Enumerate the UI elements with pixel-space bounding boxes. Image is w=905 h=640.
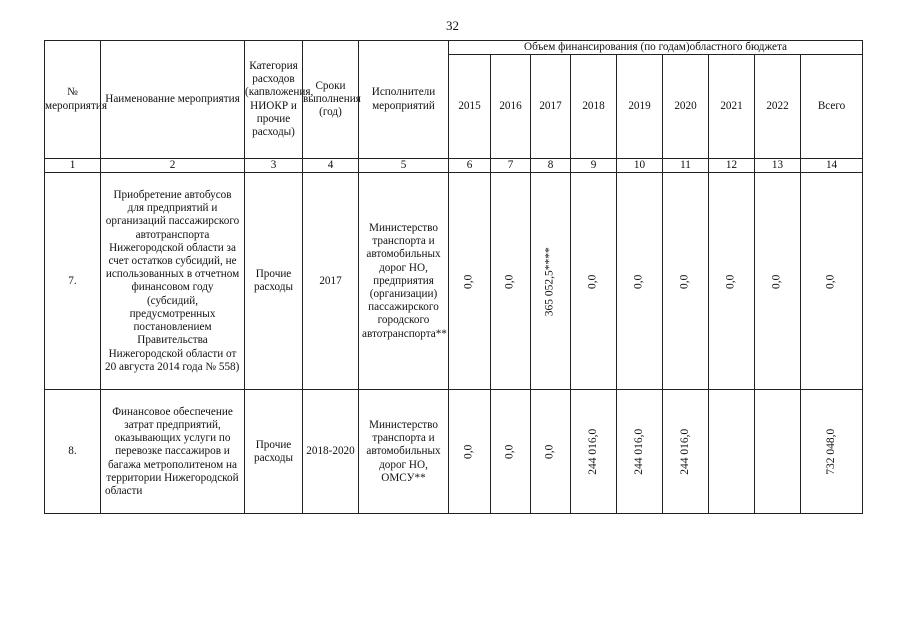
header-year-2015: 2015 — [449, 55, 491, 159]
column-number: 5 — [359, 159, 449, 173]
value-cell — [755, 390, 801, 514]
header-year-2021: 2021 — [709, 55, 755, 159]
activity-name: Финансовое обеспечение затрат предприятий, оказывающих услуги по перевозке пассажиров и багажа метрополитеном на территории Нижегородской области — [101, 390, 245, 514]
header-num: № мероприятия — [45, 41, 101, 159]
row-number: 7. — [45, 173, 101, 390]
column-number: 6 — [449, 159, 491, 173]
value-2019: 244 016,0 — [632, 428, 645, 475]
value-cell — [801, 390, 863, 514]
value-2017: 365 052,5**** — [543, 246, 556, 316]
executors: Министерство транспорта и автомобильных дорог НО, предприятия (организации) пассажирского городского автотранспорта** — [359, 173, 449, 390]
funding-table — [44, 40, 863, 514]
value-cell — [531, 390, 571, 514]
executors: Министерство транспорта и автомобильных дорог НО, ОМСУ** — [359, 390, 449, 514]
header-total: Всего — [801, 55, 863, 159]
value-2016: 0,0 — [503, 444, 516, 460]
column-number: 4 — [303, 159, 359, 173]
expense-category: Прочие расходы — [245, 173, 303, 390]
value-cell — [617, 173, 663, 390]
header-year-2017: 2017 — [531, 55, 571, 159]
value-2020: 0,0 — [678, 274, 691, 289]
header-category: Категория расходов (капвложения, НИОКР и прочие расходы) — [245, 41, 303, 159]
column-number: 9 — [571, 159, 617, 173]
column-number: 11 — [663, 159, 709, 173]
value-2020: 244 016,0 — [678, 428, 691, 475]
value-2019: 0,0 — [632, 274, 645, 289]
execution-terms: 2018-2020 — [303, 390, 359, 514]
column-number: 2 — [101, 159, 245, 173]
header-terms: Сроки выполнения (год) — [303, 41, 359, 159]
value-2021: 0,0 — [724, 274, 737, 289]
column-number: 12 — [709, 159, 755, 173]
value-cell — [755, 173, 801, 390]
value-cell — [801, 173, 863, 390]
page-number: 32 — [446, 18, 459, 33]
value-cell — [571, 173, 617, 390]
value-2015: 0,0 — [462, 444, 475, 460]
column-number: 3 — [245, 159, 303, 173]
value-cell — [491, 173, 531, 390]
value-2018: 244 016,0 — [586, 428, 599, 475]
column-number: 1 — [45, 159, 101, 173]
header-name: Наименование мероприятия — [101, 41, 245, 159]
header-year-2016: 2016 — [491, 55, 531, 159]
value-cell — [531, 173, 571, 390]
value-total: 0,0 — [824, 274, 837, 289]
activity-name: Приобретение автобусов для предприятий и организаций пассажирского автотранспорта Нижегородской области за счет остатков субсидий, не использованных в отчетном финансовом году (субсидий, предусмотренных постановлением Правительства Нижегородской области от 20 августа 2014 года № 558) — [101, 173, 245, 390]
execution-terms: 2017 — [303, 173, 359, 390]
value-cell — [491, 390, 531, 514]
header-year-2022: 2022 — [755, 55, 801, 159]
column-number: 10 — [617, 159, 663, 173]
value-cell — [663, 390, 709, 514]
value-cell — [571, 390, 617, 514]
value-cell — [449, 173, 491, 390]
column-number: 8 — [531, 159, 571, 173]
header-year-2019: 2019 — [617, 55, 663, 159]
header-executors: Исполнители мероприятий — [359, 41, 449, 159]
table-row — [45, 390, 863, 514]
value-2018: 0,0 — [586, 274, 599, 289]
table-row — [45, 173, 863, 390]
value-cell — [663, 173, 709, 390]
value-cell — [709, 173, 755, 390]
value-2016: 0,0 — [503, 274, 516, 289]
value-2015: 0,0 — [462, 274, 475, 289]
column-number: 7 — [491, 159, 531, 173]
value-2017: 0,0 — [543, 444, 556, 460]
column-number: 13 — [755, 159, 801, 173]
header-funding-group: Объем финансирования (по годам)областного бюджета — [449, 41, 863, 55]
header-year-2020: 2020 — [663, 55, 709, 159]
column-number: 14 — [801, 159, 863, 173]
header-year-2018: 2018 — [571, 55, 617, 159]
expense-category: Прочие расходы — [245, 390, 303, 514]
value-2022: 0,0 — [770, 274, 783, 289]
value-cell — [617, 390, 663, 514]
value-total: 732 048,0 — [824, 428, 837, 475]
value-cell — [449, 390, 491, 514]
value-cell — [709, 390, 755, 514]
row-number: 8. — [45, 390, 101, 514]
